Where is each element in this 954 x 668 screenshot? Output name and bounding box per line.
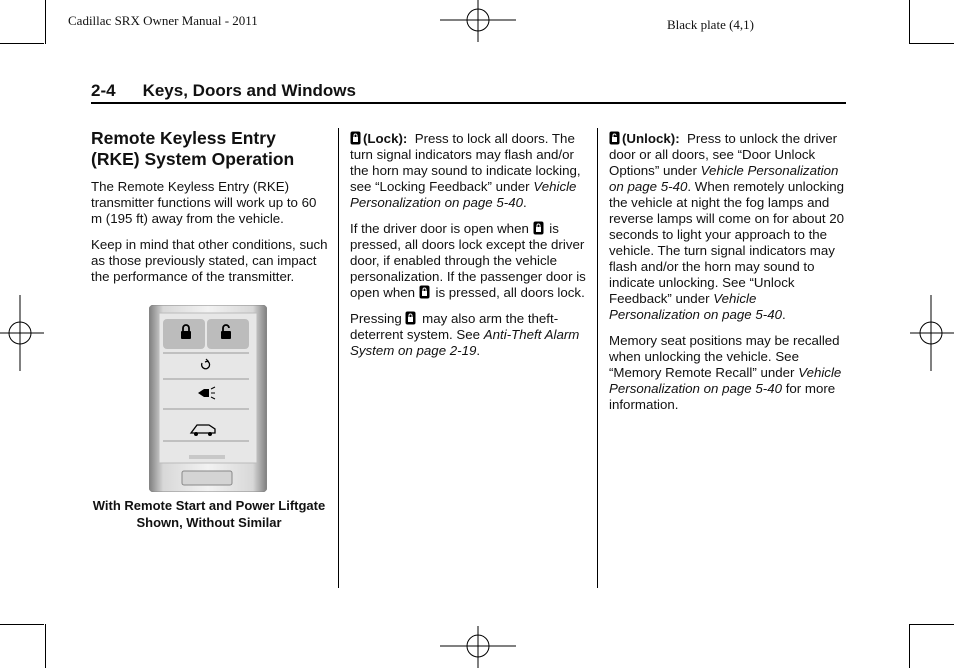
registration-mark-right [910,295,954,371]
crop-mark [910,624,954,625]
crop-mark [910,43,954,44]
page-heading: Remote Keyless Entry (RKE) System Operation [91,128,295,169]
crop-mark [0,624,44,625]
unlock-label: (Unlock): [622,131,680,146]
column-3 [609,131,849,423]
lock-label: (Lock): [363,131,408,146]
cross-reference[interactable]: Vehicle Personalization on page 5-40 [609,365,842,396]
manual-title: Cadillac SRX Owner Manual - 2011 [68,13,258,28]
unlock-icon [609,131,620,145]
paragraph: (Unlock): Press to unlock the driver door or all doors, see “Door Unlock Options” under Vehicle Personalization on page 5-40. When remotely unlocking the vehicle at night the fog lamps and reverse lamps will come on for about 20 seconds to light your approach to the vehicle. The turn signal indicators may flash and/or the horn may sound to indicate unlocking. See “Unlock Feedback” under Vehicle Personalization on page 5-40. [609,131,845,322]
lock-icon [350,131,361,145]
section-header [91,81,356,101]
cross-reference[interactable]: Anti-Theft Alarm System on page 2-19 [350,327,580,358]
crop-mark [45,624,46,668]
registration-mark-left [0,295,44,371]
paragraph: Pressing may also arm the theft-deterrent system. See Anti-Theft Alarm System on page 2-19. [350,311,580,358]
crop-mark [0,43,44,44]
figure-caption: With Remote Start and Power Liftgate Shown, Without Similar [92,498,326,530]
key-fob-illustration [149,305,267,492]
column-1 [91,128,329,295]
section-rule [91,102,846,104]
paragraph: (Lock): Press to lock all doors. The turn signal indicators may flash and/or the horn may sound to indicate locking, see “Locking Feedback” under Vehicle Personalization on page 5-40. [350,131,581,210]
section-title: Keys, Doors and Windows [142,81,356,100]
lock-icon [533,221,544,235]
plate-label: Black plate (4,1) [667,17,754,32]
column-divider [338,128,339,588]
paragraph: If the driver door is open when is pressed, all doors lock except the driver door, if enabled through the vehicle personalization. If the passenger door is open when is pressed, all doors lock. [350,221,586,300]
cross-reference[interactable]: Vehicle Personalization on page 5-40 [609,291,782,322]
registration-mark-bottom [440,626,516,668]
lock-icon [419,285,430,299]
paragraph: Keep in mind that other conditions, such as those previously stated, can impact the performance of the transmitter. [91,237,328,284]
cross-reference[interactable]: Vehicle Personalization on page 5-40 [609,163,839,194]
cross-reference[interactable]: Vehicle Personalization on page 5-40 [350,179,577,210]
registration-mark-top [440,0,516,44]
crop-mark [45,0,46,44]
column-2 [350,131,590,369]
lock-icon [405,311,416,325]
section-number: 2-4 [91,81,116,100]
column-divider [597,128,598,588]
crop-mark [909,0,910,44]
crop-mark [909,624,910,668]
paragraph: Memory seat positions may be recalled when unlocking the vehicle. See “Memory Remote Recall” under Vehicle Personalization on page 5-40 for more information. [609,333,842,412]
paragraph: The Remote Keyless Entry (RKE) transmitter functions will work up to 60 m (195 ft) away from the vehicle. [91,179,317,226]
